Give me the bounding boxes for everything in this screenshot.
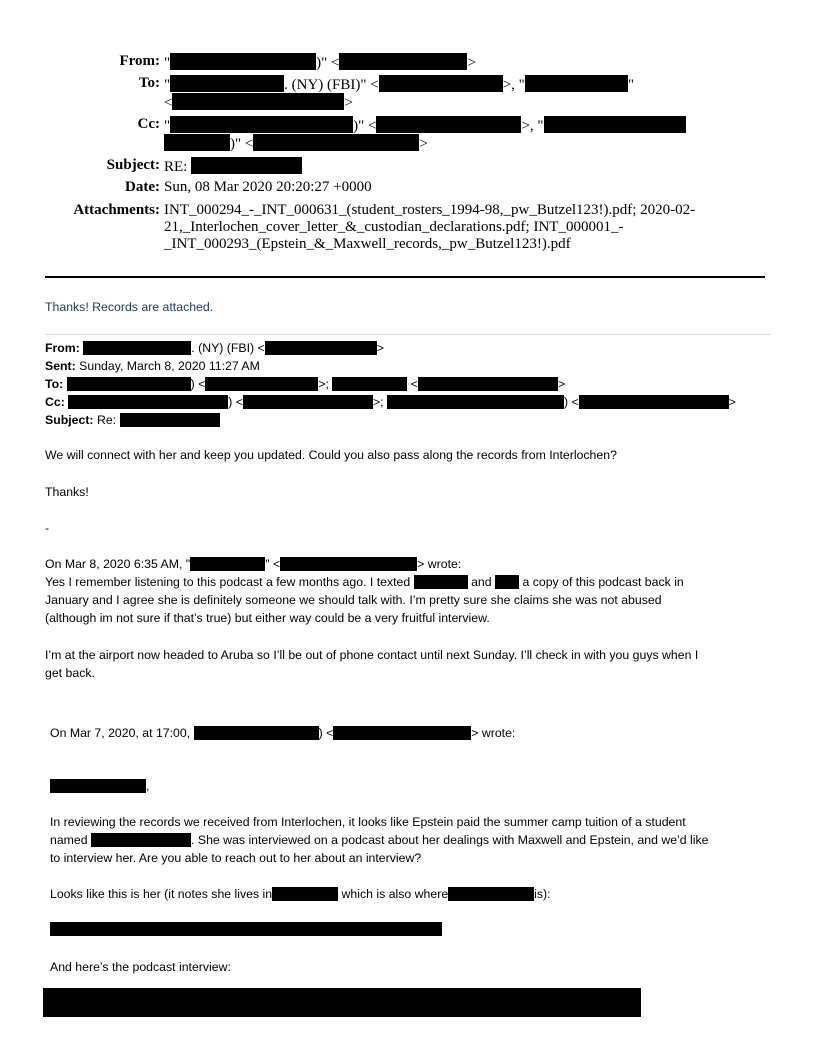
- subject-label: Subject:: [106, 157, 160, 173]
- attachment-line[interactable]: 21,_Interlochen_cover_letter_&_custodian_declarations.pdf; INT_000001_-: [164, 219, 624, 235]
- quote2-intro: On Mar 7, 2020, at 17:00, ) < > wrote:: [50, 726, 516, 740]
- to-fbi-text: . (NY) (FBI)": [284, 77, 367, 93]
- quote2-line: Looks like this is her (it notes she lives in which is also where is):: [50, 887, 551, 901]
- fwd-body-dash: -: [45, 521, 50, 535]
- quote1-line: I’m at the airport now headed to Aruba so I’ll be out of phone contact until next Sunday. I’ll check in with you guys when I: [45, 648, 699, 662]
- redaction: [339, 53, 467, 70]
- to-row-cont: < >: [164, 95, 353, 111]
- redaction: [190, 557, 265, 571]
- redaction: [280, 557, 417, 571]
- fwd-subject-row: Subject: Re:: [45, 411, 220, 429]
- redaction: [418, 377, 558, 391]
- quote1-line: (although im not sure if that’s true) but either way could be a very fruitful interview.: [45, 611, 490, 625]
- date-value: Sun, 08 Mar 2020 20:20:27 +0000: [164, 179, 372, 195]
- fwd-sent-row: Sent: Sunday, March 8, 2020 11:27 AM: [45, 359, 260, 373]
- fwd-to-row: To: ) < >; < >: [45, 377, 566, 391]
- quote1-intro: On Mar 8, 2020 6:35 AM, " " < > wrote:: [45, 557, 462, 571]
- date-row: [0, 179, 816, 197]
- redaction: [272, 887, 338, 901]
- quote2-line: In reviewing the records we received from Interlochen, it looks like Epstein paid the summer camp tuition of a student: [50, 815, 686, 829]
- subject-value: RE:: [164, 157, 302, 176]
- to-value: " . (NY) (FBI)" < >, " ": [164, 77, 634, 93]
- redaction: [387, 395, 564, 409]
- redaction: [191, 157, 302, 174]
- from-value: " )" < >: [164, 55, 476, 71]
- attachment-line[interactable]: _INT_000293_(Epstein_&_Maxwell_records,_pw_Butzel123!).pdf: [164, 236, 571, 252]
- redaction: [205, 377, 318, 391]
- redaction: [253, 134, 419, 151]
- redacted-podcast-link[interactable]: [43, 988, 641, 1017]
- quote2-line: And here’s the podcast interview:: [50, 960, 231, 974]
- fwd-cc-row: Cc: ) < >; ) < >: [45, 395, 736, 409]
- redaction: [525, 75, 628, 92]
- redaction: [333, 726, 471, 740]
- to-label: To:: [138, 75, 160, 91]
- redaction: [544, 116, 686, 133]
- to-row: [0, 75, 816, 93]
- redaction: [50, 779, 146, 793]
- attachments-label: Attachments:: [73, 202, 160, 218]
- redaction: [120, 413, 220, 427]
- redaction: [164, 134, 230, 151]
- cc-row-cont: )" < >: [164, 134, 428, 153]
- redaction: [495, 575, 519, 589]
- quote2-salutation: ,: [50, 777, 149, 795]
- redaction: [265, 341, 377, 355]
- attachment-line[interactable]: INT_000294_-_INT_000631_(student_rosters_1994-98,_pw_Butzel123!).pdf; 2020-02-: [164, 202, 696, 218]
- reply-divider: [45, 334, 771, 335]
- attachments-value: [164, 202, 764, 253]
- redaction: [579, 395, 729, 409]
- fwd-body-line: We will connect with her and keep you updated. Could you also pass along the records from Interlochen?: [45, 448, 617, 462]
- header-divider: [45, 276, 765, 278]
- quote1-line: January and I agree she is definitely someone we should talk with. I’m pretty sure she claims she was not abused: [45, 593, 662, 607]
- redaction: [243, 395, 373, 409]
- redaction: [170, 53, 316, 70]
- from-label: From:: [119, 53, 160, 69]
- redaction: [376, 116, 521, 133]
- redaction: [170, 75, 284, 92]
- date-label: Date:: [125, 179, 160, 195]
- redacted-link[interactable]: [50, 922, 442, 936]
- quote2-line: to interview her. Are you able to reach out to her about an interview?: [50, 851, 422, 865]
- subject-row: [0, 157, 816, 175]
- quote1-line: Yes I remember listening to this podcast a few months ago. I texted and a copy of this podcast back in: [45, 575, 684, 589]
- fwd-body-thanks: Thanks!: [45, 485, 89, 499]
- from-row: [0, 53, 816, 71]
- redaction: [68, 395, 228, 409]
- redaction: [67, 377, 191, 391]
- redaction: [414, 575, 468, 589]
- redaction: [332, 377, 407, 391]
- quote2-line: named . She was interviewed on a podcast about her dealings with Maxwell and Epstein, and we’d like: [50, 833, 709, 847]
- cc-label: Cc:: [137, 116, 160, 132]
- redaction: [170, 116, 353, 133]
- redaction: [83, 341, 191, 355]
- quote1-line: get back.: [45, 666, 95, 680]
- fwd-from-row: From: . (NY) (FBI) < >: [45, 341, 384, 355]
- redaction: [194, 726, 319, 740]
- cc-value: " )" < >, ": [164, 116, 686, 135]
- redaction: [379, 75, 503, 92]
- cc-row: [0, 116, 816, 134]
- reply-text: Thanks! Records are attached.: [45, 300, 214, 314]
- redaction: [91, 833, 191, 847]
- redaction: [448, 887, 534, 901]
- redaction: [172, 93, 344, 110]
